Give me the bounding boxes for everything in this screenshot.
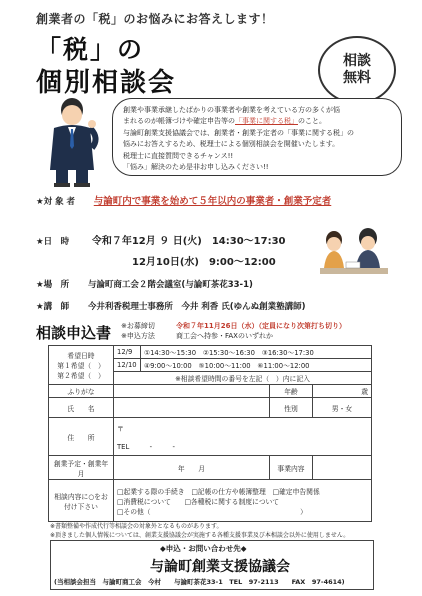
application-heading: 相談申込書: [36, 324, 112, 342]
date-2: 12月10日(水) 9:00～12:00: [132, 257, 276, 268]
date-1: 令和７年12月 ９ 日(火) 14:30～17:30: [91, 236, 286, 247]
deadline-label: ※お募締切: [121, 322, 155, 330]
slot-note: ※相談希望時間の番号を左記（ ）内に記入: [114, 372, 372, 385]
target-value: 与論町内で事業を始めて５年以内の事業者・創業予定者: [93, 196, 332, 207]
first-wish-label[interactable]: 第１希望（ ）: [57, 362, 105, 370]
lecturer-value: 今井利香税理士事務所 今井 利香 氏(ゆんぬ創業塾講師): [87, 302, 306, 312]
consult-option-row[interactable]: □消費税について □各種税に関する制度について: [117, 497, 280, 506]
footnote-2: ※頂きました個人情報については、創業支援協議会が実施する各種支援事業及び本相談会以外に使用しません。: [50, 531, 350, 539]
footnote-1: ※書類整備や作成代行等相談会の対象外となるものがあります。: [50, 523, 223, 530]
bubble-line: 「悩み」解決のため是非お申し込みください!!: [123, 163, 269, 172]
second-wish-label[interactable]: 第２希望（ ）: [57, 372, 105, 380]
consult-options[interactable]: [114, 480, 372, 522]
wish-cell: [49, 346, 114, 385]
contact-heading: ◆申込・お問い合わせ先◆: [160, 544, 247, 553]
target-row: [36, 193, 331, 207]
gender-label: 性別: [270, 398, 313, 418]
deadline-value: 令和７年11月26日（水）（定員になり次第打ち切り）: [176, 322, 346, 330]
address-label: 住 所: [49, 418, 114, 456]
lecturer-label: ★講 師: [36, 302, 70, 312]
bubble-highlight: 「事業に関する税」: [235, 117, 298, 126]
tel-field[interactable]: TEL - -: [117, 442, 175, 451]
organization-detail: (当相談会担当 与論町商工会 今村 与論町茶花33-1 TEL 97-2113 FAX 97-4614): [54, 578, 345, 586]
bubble-line: 創業や事業承継したばかりの事業者や創業を考えている方の多くが悩: [123, 106, 340, 114]
bubble-line: 悩みにお答えするため、税理士による個別相談会を開催いたします。: [123, 140, 340, 149]
consult-option-row[interactable]: □その他（ ）: [117, 507, 307, 516]
plan-input[interactable]: 年 月: [114, 456, 270, 480]
plan-label: 創業予定・創業年月: [49, 456, 114, 480]
place-row: [36, 278, 253, 290]
date-row: [36, 232, 286, 268]
date-label: ★日 時: [36, 237, 70, 247]
date-cell-1: 12/9: [114, 346, 141, 359]
businessman-illustration: [40, 98, 104, 188]
method-label: ※申込方法: [121, 332, 155, 340]
method-value: 商工会へ持参・FAXのいずれか: [176, 332, 273, 340]
furigana-label: ふりがな: [49, 385, 114, 398]
speech-bubble: [112, 98, 402, 176]
badge-line2: 無料: [343, 70, 371, 86]
lecturer-row: [36, 300, 306, 312]
address-input[interactable]: [114, 418, 372, 456]
bubble-text: まれるのが帳簿づけや確定申告等の: [123, 117, 235, 126]
name-input[interactable]: [114, 398, 270, 418]
place-value: 与論町商工会２階会議室(与論町茶花33-1): [87, 280, 253, 290]
bubble-line: [123, 116, 391, 127]
bubble-line: 税理士に直接質問できるチャンス!!: [123, 151, 234, 160]
place-label: ★場 所: [36, 280, 70, 290]
target-label: ★対 象 者: [36, 197, 76, 207]
age-label: 年齢: [270, 385, 313, 398]
gender-input[interactable]: 男・女: [313, 398, 372, 418]
consult-option-row[interactable]: □起業する際の手続き □記帳の仕方や帳簿整理 □確定申告関係: [117, 487, 320, 496]
bubble-text: のこと。: [298, 117, 326, 126]
free-badge: [318, 36, 396, 104]
badge-line1: 相談: [343, 53, 371, 69]
date-cell-2: 12/10: [114, 359, 141, 372]
furigana-input[interactable]: [114, 385, 270, 398]
postal-mark: 〒: [117, 424, 124, 433]
application-form: [48, 345, 372, 522]
page-title-line1: 「税」の: [36, 35, 145, 64]
consult-label: 相談内容に○をお付け下さい: [49, 480, 114, 522]
wish-label: 希望日時: [67, 352, 95, 360]
consultation-illustration: [316, 224, 392, 294]
slots-cell-2: ④9:00～10:00 ⑤10:00～11:00 ⑥11:00～12:00: [141, 359, 372, 372]
tagline: 創業者の「税」のお悩みにお答えします！: [36, 12, 274, 26]
footnotes: [50, 523, 349, 540]
age-input[interactable]: [313, 385, 372, 398]
name-label: 氏 名: [49, 398, 114, 418]
organization-name: 与論町創業支援協議会: [150, 559, 290, 575]
business-input[interactable]: [313, 456, 372, 480]
bubble-line: 与論町創業支援協議会では、創業者・創業予定者の「事業に関する税」の: [123, 128, 354, 137]
page-title-line2: 個別相談会: [36, 68, 177, 98]
slots-cell-1: ①14:30～15:30 ②15:30～16:30 ③16:30～17:30: [141, 346, 372, 359]
business-label: 事業内容: [270, 456, 313, 480]
age-unit: 歳: [361, 388, 368, 396]
